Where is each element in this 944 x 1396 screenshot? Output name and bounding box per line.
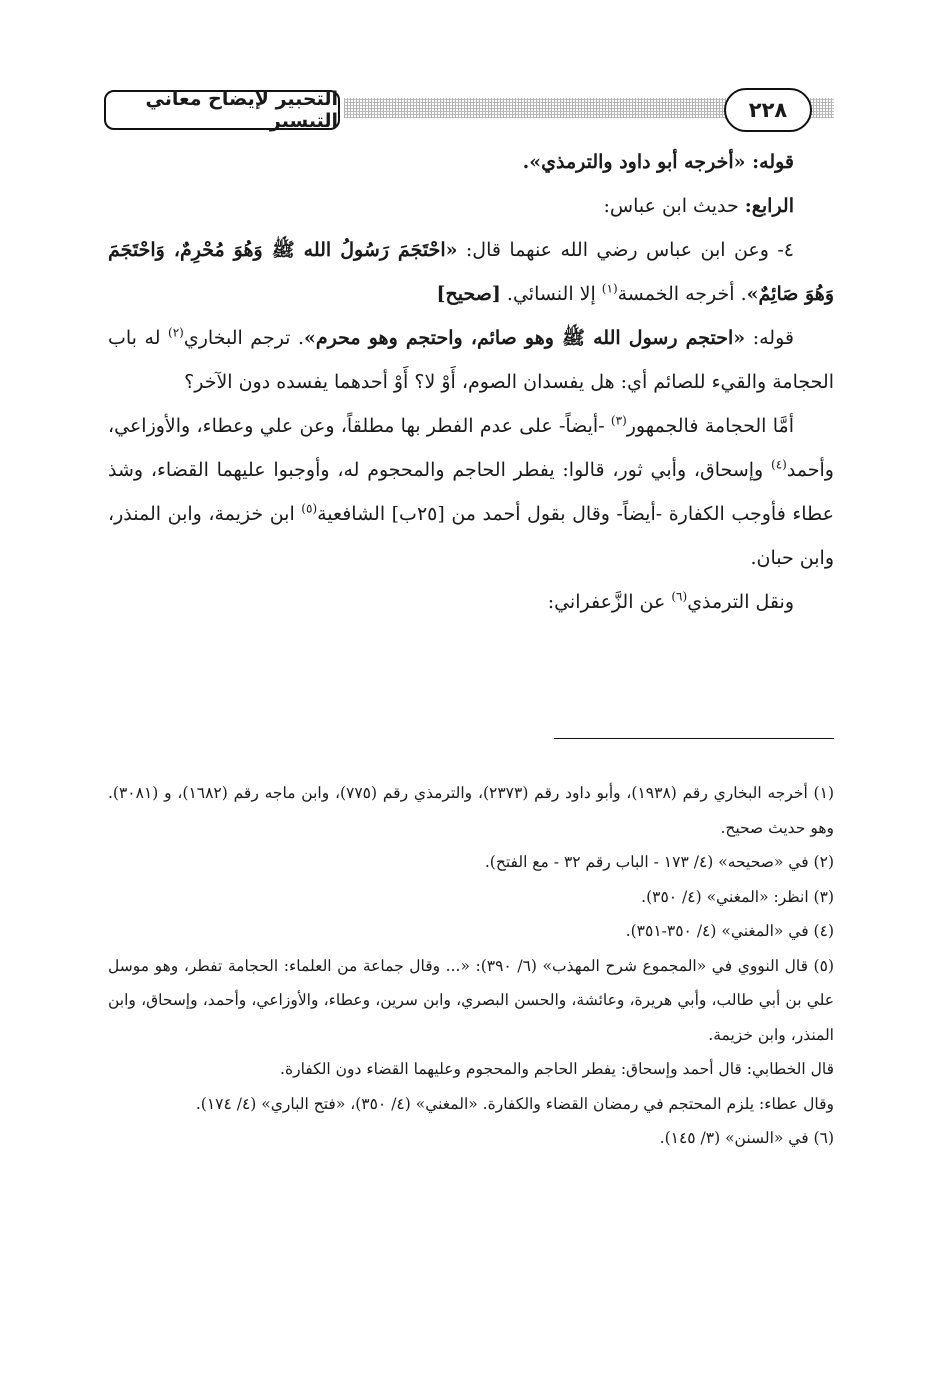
text-span: . أخرجه الخمسة [617,283,747,305]
header-ornament [344,98,726,118]
paragraph [108,140,834,184]
text-span: ٤- وعن ابن عباس رضي الله عنهما قال: [457,239,794,261]
text-span: . ترجم البخاري [183,327,305,349]
main-text [108,140,834,624]
text-span: قوله: «أخرجه أبو داود والترمذي». [522,151,794,173]
footnote-ref: (٦) [671,589,688,604]
quoted-text: «احتجم رسول الله ﷺ وهو صائم، واحتجم وهو محرم» [304,327,746,349]
footnote: (٦) في «السنن» (٣/ ١٤٥). [659,1129,834,1147]
text-span: إلا النسائي. [500,283,602,305]
page-number: ٢٢٨ [724,88,812,132]
footnote-separator [554,738,834,739]
section-label: الرابع: [744,195,794,217]
text-span: وإسحاق، وأبي ثور، قالوا: يفطر الحاجم والمحجوم له، وأوجبوا عليهما القضاء، وشذ عطاء فأوجب الكفارة -أيضاً- وقال بقول أحمد من [٢٥ب] الشافعية [108,459,834,525]
text-span: ابن خزيمة، وابن المنذر، وابن حبان. [108,503,834,569]
footnote: (١) أخرجه البخاري رقم (١٩٣٨)، وأبو داود رقم (٢٣٧٣)، والترمذي رقم (٧٧٥)، وابن ماجه رقم (١٦٨٢)، و (٣٠٨١). وهو حديث صحيح. [108,784,834,837]
hadith-paragraph [108,228,834,316]
text-span: عن الزَّعفراني: [547,591,672,613]
footnote-continuation: قال الخطابي: قال أحمد وإسحاق: يفطر الحاجم والمحجوم وعليهما القضاء دون الكفارة. [280,1060,834,1078]
paragraph [108,316,834,404]
grade-label: [صحيح] [436,283,501,305]
footnote-ref: (٥) [301,501,318,516]
paragraph [108,580,834,624]
footnote: (٢) في «صحيحه» (٤/ ١٧٣ - الباب رقم ٣٢ - مع الفتح). [484,853,834,871]
text-span: -أيضاً- على عدم الفطر بها مطلقاً، وعن علي وعطاء، والأوزاعي، وأحمد [108,415,834,481]
footnote: (٣) انظر: «المغني» (٤/ ٣٥٠). [641,887,834,906]
footnote-ref: (٣) [610,413,627,428]
footnote-continuation: وقال عطاء: يلزم المحتجم في رمضان القضاء والكفارة. «المغني» (٤/ ٣٥٠)، «فتح الباري» (٤/ ١٧٤). [195,1094,834,1113]
hadith-text: «احْتَجَمَ رَسُولُ الله ﷺ وَهُوَ مُحْرِمٌ، وَاحْتَجَمَ وَهُوَ صَائِمٌ» [108,239,834,305]
text-span: له باب الحجامة والقيء للصائم أي: هل يفسدان الصوم، أَوْ لا؟ أَوْ أحدهما يفسده دون الآخر؟ [108,327,834,393]
text-span: ونقل الترمذي [687,591,794,613]
running-header [104,88,834,132]
footnote-ref: (٤) [771,457,787,472]
text-span: أمَّا الحجامة فالجمهور [626,415,794,437]
footnote-ref: (٢) [168,325,184,340]
text-span: حديث ابن عباس: [603,195,745,217]
footnote: (٥) قال النووي في «المجموع شرح المهذب» (٦/ ٣٩٠): «... وقال جماعة من العلماء: الحجامة تفطر، وهو موسل علي بن أبي طالب، وأبي هريرة، وعائشة، والحسن البصري، وابن سرين، وعطاء، والأوزاعي، وأحمد، وإسحاق، وابن المنذر، وابن خزيمة. [108,956,834,1044]
footnote-ref: (١) [601,281,618,296]
paragraph [108,404,834,580]
footnotes [108,776,834,1156]
text-span: قوله: [745,327,794,349]
header-ornament-end [810,98,834,118]
book-title: التحبير لإيضاح معاني التيسير [104,90,340,130]
paragraph [108,184,834,228]
footnote: (٤) في «المغني» (٤/ ٣٥٠-٣٥١). [625,922,834,940]
